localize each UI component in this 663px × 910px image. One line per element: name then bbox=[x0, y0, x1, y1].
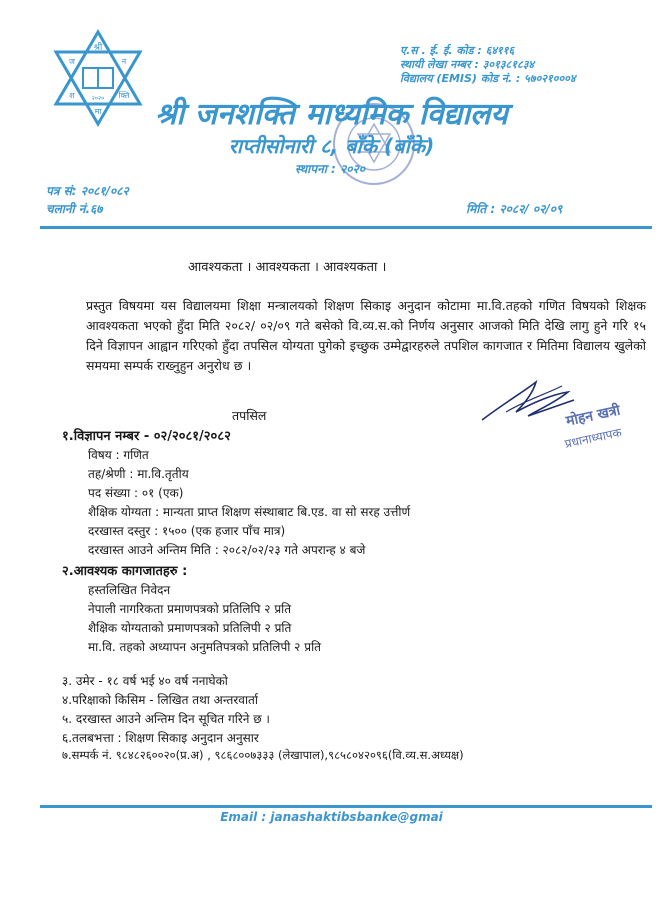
section3-item: ७.सम्पर्क नं. ९८४८२६००२०(प्र.अ) , ९८६८००७३३३ (लेखापाल),९८५८०४२०९६(वि.व्य.स.अध्यक्ष) bbox=[62, 748, 464, 762]
logo-text-left-top: ज bbox=[69, 57, 75, 66]
signature-name: मोहन खत्री bbox=[564, 402, 622, 430]
section1-item: विषय : गणित bbox=[88, 448, 149, 462]
logo-text-right-top: न bbox=[121, 57, 127, 66]
section1-item: दरखास्त आउने अन्तिम मिति : २०८२/०२/२३ गते अपरान्ह ४ बजे bbox=[88, 543, 366, 557]
code-line-2: स्थायी लेखा नम्बर : ३०१३८१८३४ bbox=[400, 58, 535, 71]
section3-item: ६.तलबभत्ता : शिक्षण सिकाइ अनुदान अनुसार bbox=[62, 731, 259, 745]
section3-item: ५. दरखास्त आउने अन्तिम दिन सूचित गरिने छ । bbox=[62, 712, 270, 726]
school-address: राप्तीसोनारी ८, बाँके (बाँके) bbox=[228, 134, 435, 158]
letter-date: मिति : २०८२/ ०२/०९ bbox=[466, 202, 563, 216]
section1-item: तह/श्रेणी : मा.वि.तृतीय bbox=[88, 467, 189, 481]
code-line-1: ए.स . ई. ई. कोड : ६४११६ bbox=[400, 44, 515, 57]
dispatch-number: चलानी नं.६७ bbox=[46, 202, 103, 216]
section2-item: मा.वि. तहको अध्यापन अनुमतिपत्रको प्रतिलिपी २ प्रति bbox=[88, 640, 322, 654]
established-year: स्थापना : २०२० bbox=[295, 162, 365, 176]
signature-title: प्रधानाध्यापक bbox=[563, 425, 623, 451]
footer-divider bbox=[40, 805, 652, 808]
section1-item: शैक्षिक योग्यता : मान्यता प्राप्त शिक्षण संस्थाबाट बि.एड. वा सो सरह उत्तीर्ण bbox=[88, 505, 411, 519]
notice-paragraph: प्रस्तुत विषयमा यस विद्यालयमा शिक्षा मन्त्रालयको शिक्षण सिकाइ अनुदान कोटामा मा.वि.तहको गणित विषयको शिक्षक आवश्यकता भएको हुँदा मिति २०८२/ ०२/०९ गते बसेको वि.व्य.स.को निर्णय अनुसार आजको मिति देखि लागु हुने गरि १५ दिने विज्ञापन आह्वान गरिएको हुँदा तपसिल योग्यता पुगेको इच्छुक उम्मेद्वारहरुले तपशिल कागजात र मितिमा विद्यालय खुलेको समयमा सम्पर्क राख्नुहुन अनुरोध छ । bbox=[86, 298, 646, 373]
tapsil-label: तपसिल bbox=[232, 408, 267, 423]
section2-item: हस्तलिखित निवेदन bbox=[88, 583, 171, 597]
section1-item: दरखास्त दस्तुर : १५०० (एक हजार पाँच मात्र) bbox=[88, 524, 286, 538]
section3-item: ३. उमेर - १८ वर्ष भई ४० वर्ष ननाघेको bbox=[62, 674, 228, 688]
principal-signature bbox=[476, 372, 626, 460]
section2-item: नेपाली नागरिकता प्रमाणपत्रको प्रतिलिपि २ प्रति bbox=[88, 602, 292, 616]
letter-reference: पत्र सं: २०८१/०८२ bbox=[46, 184, 129, 198]
section2-item: शैक्षिक योग्यताको प्रमाणपत्रको प्रतिलिपी २ प्रति bbox=[88, 621, 292, 635]
logo-year: २०२० bbox=[91, 95, 105, 102]
section2-heading: २.आवश्यक कागजातहरु : bbox=[62, 564, 188, 579]
code-line-3: विद्यालय (EMIS) कोड नं. : ५७०२१०००४ bbox=[400, 72, 576, 85]
section3-item: ४.परिक्षाको किसिम - लिखित तथा अन्तरवार्ता bbox=[62, 693, 259, 707]
section1-item: पद संख्या : ०१ (एक) bbox=[88, 486, 184, 500]
logo-text-bottom: मा bbox=[94, 107, 102, 116]
notice-headline: आवश्यकता । आवश्यकता । आवश्यकता । bbox=[188, 260, 387, 275]
section1-heading: १.विज्ञापन नम्बर - ०२/२०८१/२०८२ bbox=[62, 429, 231, 444]
header-divider bbox=[40, 226, 652, 229]
logo-text-top: श्री bbox=[93, 43, 103, 53]
school-codes bbox=[400, 44, 640, 86]
logo-text-right-bottom: क्ति bbox=[118, 91, 130, 100]
logo-text-left-bottom: श bbox=[69, 91, 75, 100]
footer-email: Email : janashaktibsbanke@gmai bbox=[220, 810, 443, 824]
school-title: श्री जनशक्ति माध्यमिक विद्यालय bbox=[155, 97, 508, 132]
